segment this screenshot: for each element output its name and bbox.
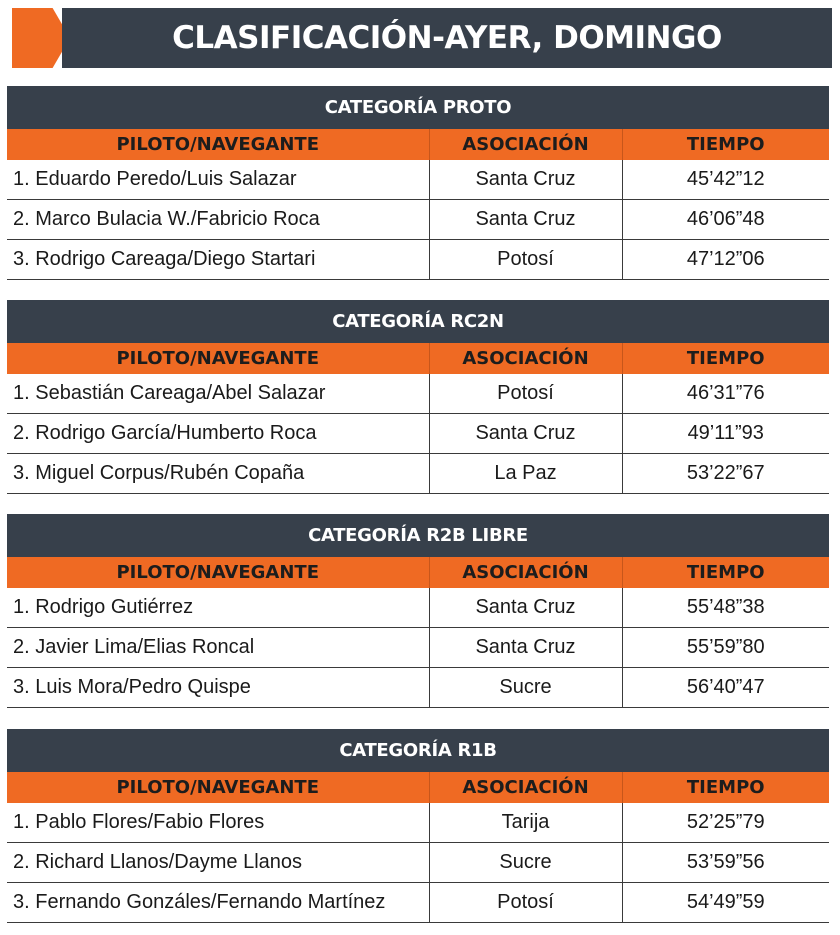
tiempo-cell: 53’59”56 xyxy=(622,843,829,883)
table-row xyxy=(7,240,829,280)
category-block-r1b xyxy=(7,729,829,923)
asociacion-cell: Sucre xyxy=(429,843,622,883)
column-header-tiempo: TIEMPO xyxy=(622,557,829,588)
tiempo-cell: 46’06”48 xyxy=(622,200,829,240)
column-header-asociacion: ASOCIACIÓN xyxy=(429,343,622,374)
tiempo-cell: 53’22”67 xyxy=(622,454,829,494)
asociacion-cell: Santa Cruz xyxy=(429,160,622,200)
piloto-cell: 1. Pablo Flores/Fabio Flores xyxy=(7,803,429,843)
column-header-tiempo: TIEMPO xyxy=(622,129,829,160)
category-block-rc2n xyxy=(7,300,829,494)
piloto-cell: 3. Miguel Corpus/Rubén Copaña xyxy=(7,454,429,494)
column-header-asociacion: ASOCIACIÓN xyxy=(429,557,622,588)
piloto-cell: 2. Marco Bulacia W./Fabricio Roca xyxy=(7,200,429,240)
results-table xyxy=(7,343,829,494)
table-row xyxy=(7,668,829,708)
piloto-cell: 3. Rodrigo Careaga/Diego Startari xyxy=(7,240,429,280)
table-row xyxy=(7,628,829,668)
table-row xyxy=(7,374,829,414)
tiempo-cell: 54’49”59 xyxy=(622,883,829,923)
piloto-cell: 3. Luis Mora/Pedro Quispe xyxy=(7,668,429,708)
tiempo-cell: 55’59”80 xyxy=(622,628,829,668)
column-header-piloto: PILOTO/NAVEGANTE xyxy=(7,129,429,160)
piloto-cell: 1. Eduardo Peredo/Luis Salazar xyxy=(7,160,429,200)
column-header-piloto: PILOTO/NAVEGANTE xyxy=(7,343,429,374)
tiempo-cell: 49’11”93 xyxy=(622,414,829,454)
page-title: CLASIFICACIÓN-AYER, DOMINGO xyxy=(172,20,722,56)
table-header-row xyxy=(7,557,829,588)
table-row xyxy=(7,883,829,923)
results-table xyxy=(7,557,829,708)
asociacion-cell: Potosí xyxy=(429,883,622,923)
tiempo-cell: 45’42”12 xyxy=(622,160,829,200)
asociacion-cell: Tarija xyxy=(429,803,622,843)
category-block-r2b-libre xyxy=(7,514,829,708)
category-title: CATEGORÍA PROTO xyxy=(7,86,829,129)
asociacion-cell: La Paz xyxy=(429,454,622,494)
category-title: CATEGORÍA RC2N xyxy=(7,300,829,343)
category-title: CATEGORÍA R1B xyxy=(7,729,829,772)
tiempo-cell: 56’40”47 xyxy=(622,668,829,708)
tiempo-cell: 52’25”79 xyxy=(622,803,829,843)
table-row xyxy=(7,843,829,883)
category-block-proto xyxy=(7,86,829,280)
table-header-row xyxy=(7,772,829,803)
column-header-piloto: PILOTO/NAVEGANTE xyxy=(7,772,429,803)
category-title: CATEGORÍA R2B LIBRE xyxy=(7,514,829,557)
asociacion-cell: Santa Cruz xyxy=(429,588,622,628)
table-row xyxy=(7,414,829,454)
column-header-asociacion: ASOCIACIÓN xyxy=(429,129,622,160)
asociacion-cell: Potosí xyxy=(429,374,622,414)
tiempo-cell: 55’48”38 xyxy=(622,588,829,628)
tiempo-cell: 46’31”76 xyxy=(622,374,829,414)
table-row xyxy=(7,588,829,628)
results-table xyxy=(7,772,829,923)
column-header-tiempo: TIEMPO xyxy=(622,772,829,803)
piloto-cell: 1. Rodrigo Gutiérrez xyxy=(7,588,429,628)
table-row xyxy=(7,454,829,494)
table-row xyxy=(7,803,829,843)
column-header-asociacion: ASOCIACIÓN xyxy=(429,772,622,803)
table-row xyxy=(7,160,829,200)
table-row xyxy=(7,200,829,240)
table-header-row xyxy=(7,129,829,160)
title-banner xyxy=(0,8,836,68)
piloto-cell: 1. Sebastián Careaga/Abel Salazar xyxy=(7,374,429,414)
piloto-cell: 2. Richard Llanos/Dayme Llanos xyxy=(7,843,429,883)
piloto-cell: 2. Javier Lima/Elias Roncal xyxy=(7,628,429,668)
column-header-piloto: PILOTO/NAVEGANTE xyxy=(7,557,429,588)
results-table xyxy=(7,129,829,280)
column-header-tiempo: TIEMPO xyxy=(622,343,829,374)
asociacion-cell: Potosí xyxy=(429,240,622,280)
asociacion-cell: Santa Cruz xyxy=(429,200,622,240)
asociacion-cell: Santa Cruz xyxy=(429,414,622,454)
piloto-cell: 3. Fernando Gonzáles/Fernando Martínez xyxy=(7,883,429,923)
tiempo-cell: 47’12”06 xyxy=(622,240,829,280)
asociacion-cell: Sucre xyxy=(429,668,622,708)
table-header-row xyxy=(7,343,829,374)
asociacion-cell: Santa Cruz xyxy=(429,628,622,668)
piloto-cell: 2. Rodrigo García/Humberto Roca xyxy=(7,414,429,454)
